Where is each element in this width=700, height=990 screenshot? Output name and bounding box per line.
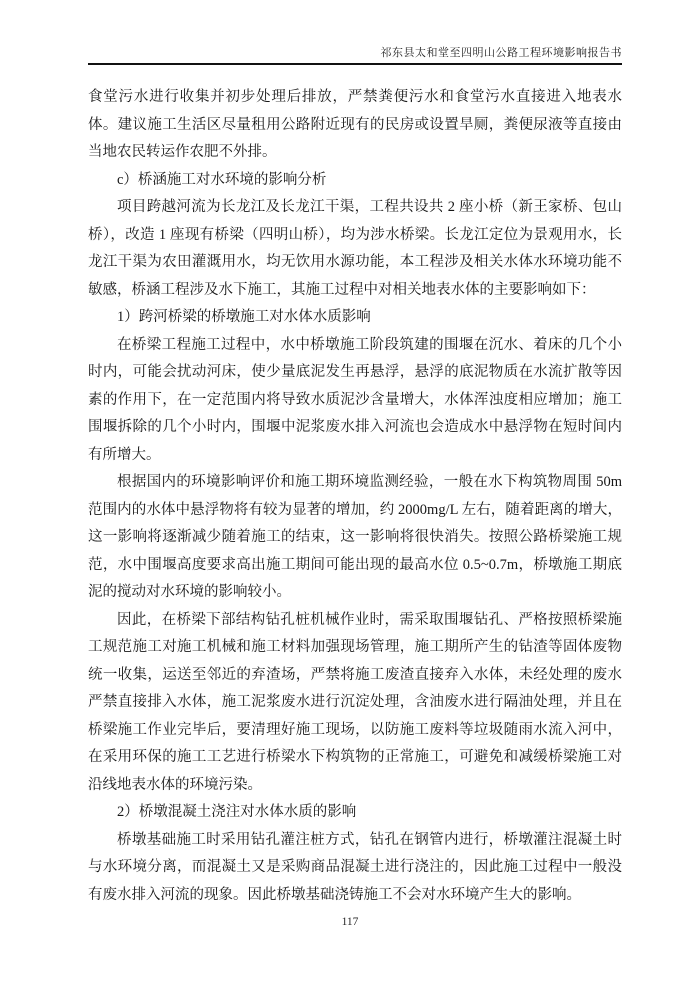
- paragraph-project-rivers: 项目跨越河流为长龙江及长龙江干渠，工程共设共 2 座小桥（新王家桥、包山桥），改造 1 座现有桥梁（四明山桥），均为涉水桥梁。长龙江定位为景观用水，长龙江干渠为农田灌溉用水，均无饮用水源功能，本工程涉及相关水体水环境功能不敏感，桥涵工程涉及水下施工，其施工过程中对相关地表水体的主要影响如下：: [88, 199, 622, 298]
- page-number: 117: [341, 916, 359, 928]
- heading-2-concrete-pouring-impact: 2）桥墩混凝土浇注对水体水质的影响: [117, 804, 357, 820]
- heading-1-pier-construction-impact: 1）跨河桥梁的桥墩施工对水体水质影响: [117, 309, 371, 325]
- paragraph-mitigation-measures: 因此，在桥梁下部结构钻孔桩机械作业时，需采取围堰钻孔、严格按照桥梁施工规范施工对施工机械和施工材料加强现场管理，施工期所产生的钻渣等固体废物统一收集，运送至邻近的弃渣场，严禁将施工废渣直接弃入水体，未经处理的废水严禁直接排入水体，施工泥浆废水进行沉淀处理，含油废水进行隔油处理，并且在桥梁施工作业完毕后，要清理好施工现场，以防施工废料等垃圾随雨水流入河中，在采用环保的施工工艺进行桥梁水下构筑物的正常施工，可避免和减缓桥梁施工对沿线地表水体的环境污染。: [88, 611, 622, 793]
- page-header-title: 祁东县太和堂至四明山公路工程环境影响报告书: [380, 47, 622, 59]
- header-rule: [88, 63, 622, 65]
- heading-c-bridge-culvert-analysis: c）桥涵施工对水环境的影响分析: [117, 171, 327, 188]
- paragraph-cofferdam-disturbance: 在桥梁工程施工过程中，水中桥墩施工阶段筑建的围堰在沉水、着床的几个小时内，可能会扰动河床，使少量底泥发生再悬浮，悬浮的底泥物质在水流扩散等因素的作用下，在一定范围内将导致水质泥沙含量增大，水体浑浊度相应增加；施工围堰拆除的几个小时内，围堰中泥浆废水排入河流也会造成水中悬浮物在短时间内有所增大。: [88, 336, 622, 463]
- document-body: [88, 84, 622, 909]
- paragraph-pile-foundation: 桥墩基础施工时采用钻孔灌注桩方式，钻孔在钢管内进行，桥墩灌注混凝土时与水环境分离，而混凝土又是采购商品混凝土进行浇注的，因此施工过程中一般没有废水排入河流的现象。因此桥墩基础浇铸施工不会对水环境产生大的影响。: [88, 831, 622, 903]
- paragraph-suspended-solids-experience: 根据国内的环境影响评价和施工期环境监测经验，一般在水下构筑物周围 50m 范围内的水体中悬浮物将有较为显著的增加，约 2000mg/L 左右，随着距离的增大，这一影响将逐渐减少随着施工的结束，这一影响将很快消失。按照公路桥梁施工规范，水中围堰高度要求高出施工期间可能出现的最高水位 0.5~0.7m，桥墩施工期底泥的搅动对水环境的影响较小。: [88, 474, 622, 600]
- paragraph-continuation: 食堂污水进行收集并初步处理后排放，严禁粪便污水和食堂污水直接进入地表水体。建议施工生活区尽量租用公路附近现有的民房或设置旱厕，粪便尿液等直接由当地农民转运作农肥不外排。: [88, 89, 622, 160]
